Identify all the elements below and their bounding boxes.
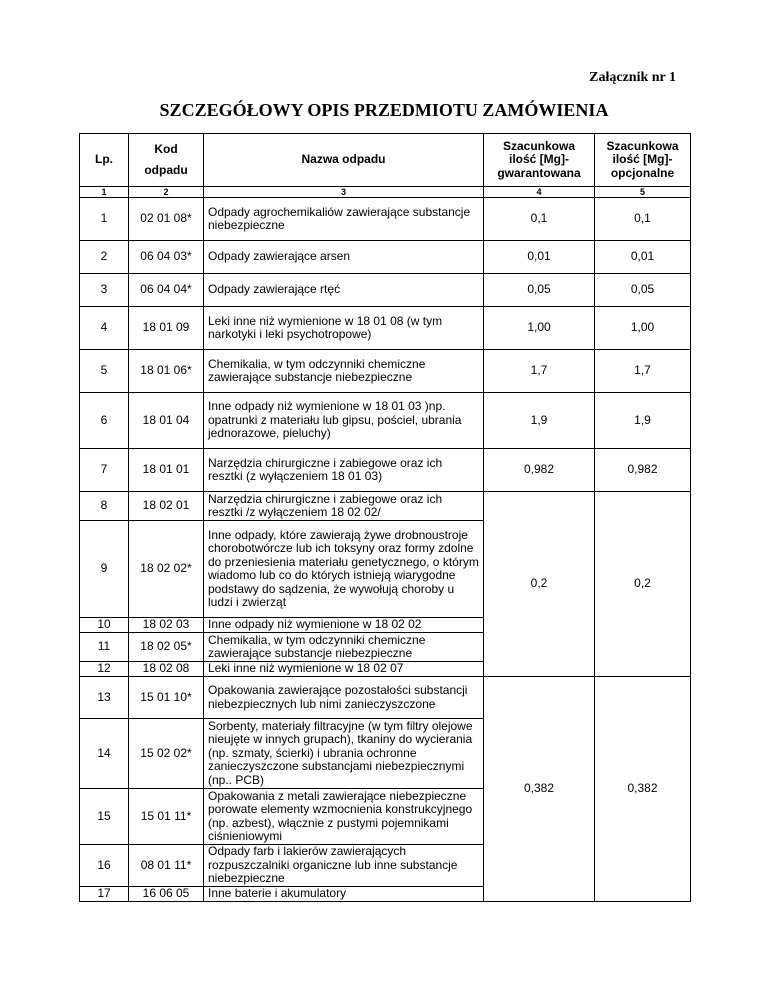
cell-lp: 9 [80,521,129,618]
cell-lp: 13 [80,677,129,719]
cell-opcjonalne: 1,00 [595,307,691,350]
cell-lp: 15 [80,789,129,845]
cell-lp: 17 [80,887,129,902]
cell-kod: 18 02 01 [129,492,204,521]
table-row [80,393,691,449]
cell-kod: 18 01 06* [129,350,204,393]
cell-opcjonalne: 0,05 [595,274,691,307]
waste-table [79,133,691,902]
table-row [80,492,691,521]
header-gw-line1: Szacunkowa [502,138,576,153]
cell-lp: 3 [80,274,129,307]
header-kod [129,134,204,187]
cell-gwarantowana: 1,9 [484,393,595,449]
cell-gwarantowana: 0,05 [484,274,595,307]
table-row [80,449,691,492]
table-row [80,241,691,274]
cell-kod: 06 04 03* [129,241,204,274]
cell-kod: 18 02 02* [129,521,204,618]
cell-nazwa: Odpady zawierające arsen [204,241,484,274]
header-gwarantowana [484,134,595,187]
cell-nazwa: Inne baterie i akumulatory [204,887,484,902]
cell-nazwa: Odpady farb i lakierów zawierających rozpuszczalniki organiczne lub inne substancje niebezpieczne [204,845,484,887]
cell-nazwa: Opakowania zawierające pozostałości substancji niebezpiecznych lub nimi zanieczyszczone [204,677,484,719]
cell-gwarantowana: 0,982 [484,449,595,492]
cell-nazwa: Inne odpady niż wymienione w 18 02 02 [204,618,484,633]
cell-nazwa: Leki inne niż wymienione w 18 01 08 (w tym narkotyki i leki psychotropowe) [204,307,484,350]
cell-opcjonalne: 0,01 [595,241,691,274]
cell-group-b-gwarantowana: 0,382 [484,677,595,902]
cell-kod: 08 01 11* [129,845,204,887]
cell-kod: 18 01 01 [129,449,204,492]
cell-lp: 12 [80,662,129,677]
cell-lp: 2 [80,241,129,274]
header-gw-line2: ilość [Mg]- [509,152,569,167]
table-row [80,307,691,350]
col-number: 5 [595,187,691,198]
cell-nazwa: Leki inne niż wymienione w 18 02 07 [204,662,484,677]
header-nazwa: Nazwa odpadu [204,134,484,187]
cell-kod: 18 02 08 [129,662,204,677]
cell-kod: 18 02 05* [129,633,204,662]
header-lp: Lp. [80,134,129,187]
cell-nazwa: Inne odpady niż wymienione w 18 01 03 )np. opatrunki z materiału lub gipsu, pościel, ubrania jednorazowe, pieluchy) [204,393,484,449]
cell-lp: 8 [80,492,129,521]
cell-lp: 10 [80,618,129,633]
cell-kod: 15 01 10* [129,677,204,719]
cell-nazwa: Odpady agrochemikaliów zawierające substancje niebezpieczne [204,198,484,241]
cell-kod: 18 02 03 [129,618,204,633]
header-gw-line3: gwarantowana [497,165,581,180]
cell-lp: 1 [80,198,129,241]
cell-kod: 06 04 04* [129,274,204,307]
cell-opcjonalne: 0,1 [595,198,691,241]
cell-opcjonalne: 1,9 [595,393,691,449]
cell-lp: 4 [80,307,129,350]
cell-nazwa: Inne odpady, które zawierają żywe drobnoustroje chorobotwórcze lub ich toksyny oraz formy zdolne do przeniesienia materiału genetycznego, o którym wiadomo lub co do których istnieją wiarygodne podstawy do sądzenia, że wywołują choroby u ludzi i zwierząt [204,521,484,618]
cell-lp: 16 [80,845,129,887]
cell-kod: 02 01 08* [129,198,204,241]
document-title: SZCZEGÓŁOWY OPIS PRZEDMIOTU ZAMÓWIENIA [159,100,609,120]
cell-kod: 15 01 11* [129,789,204,845]
cell-gwarantowana: 0,1 [484,198,595,241]
header-row [80,134,691,187]
cell-lp: 11 [80,633,129,662]
header-op-line2: ilość [Mg]- [612,152,673,167]
cell-kod: 16 06 05 [129,887,204,902]
cell-gwarantowana: 1,7 [484,350,595,393]
cell-nazwa: Sorbenty, materiały filtracyjne (w tym filtry olejowe nieujęte w innych grupach), tkaniny do wycierania (np. szmaty, ścierki) i ubrania ochronne zanieczyszczone substancjami niebezpiecznymi (np.. PCB) [204,719,484,789]
cell-gwarantowana: 1,00 [484,307,595,350]
cell-nazwa: Opakowania z metali zawierające niebezpieczne porowate elementy wzmocnienia konstrukcyjnego (np. azbest), włącznie z pustymi pojemnikami ciśnieniowymi [204,789,484,845]
table-row [80,274,691,307]
cell-group-b-opcjonalne: 0,382 [595,677,691,902]
cell-kod: 15 02 02* [129,719,204,789]
header-kod-line1: Kod [154,141,178,156]
col-number: 2 [129,187,204,198]
table-row [80,677,691,719]
table-row [80,350,691,393]
cell-nazwa: Odpady zawierające rtęć [204,274,484,307]
header-opcjonalne [595,134,691,187]
header-kod-line2: odpadu [144,163,188,177]
cell-nazwa: Chemikalia, w tym odczynniki chemiczne zawierające substancje niebezpieczne [204,633,484,662]
cell-nazwa: Narzędzia chirurgiczne i zabiegowe oraz ich resztki /z wyłączeniem 18 02 02/ [204,492,484,521]
table-row [80,198,691,241]
cell-kod: 18 01 04 [129,393,204,449]
header-op-line3: opcjonalne [610,165,675,180]
cell-group-a-opcjonalne: 0,2 [595,492,691,677]
cell-nazwa: Chemikalia, w tym odczynniki chemiczne zawierające substancje niebezpieczne [204,350,484,393]
cell-lp: 14 [80,719,129,789]
cell-lp: 7 [80,449,129,492]
column-number-row [80,187,691,198]
cell-opcjonalne: 0,982 [595,449,691,492]
cell-nazwa: Narzędzia chirurgiczne i zabiegowe oraz ich resztki (z wyłączeniem 18 01 03) [204,449,484,492]
col-number: 3 [204,187,484,198]
cell-kod: 18 01 09 [129,307,204,350]
col-number: 1 [80,187,129,198]
cell-group-a-gwarantowana: 0,2 [484,492,595,677]
cell-lp: 6 [80,393,129,449]
cell-lp: 5 [80,350,129,393]
cell-opcjonalne: 1,7 [595,350,691,393]
header-op-line1: Szacunkowa [606,138,679,153]
cell-gwarantowana: 0,01 [484,241,595,274]
annex-label: Załącznik nr 1 [589,70,676,85]
col-number: 4 [484,187,595,198]
